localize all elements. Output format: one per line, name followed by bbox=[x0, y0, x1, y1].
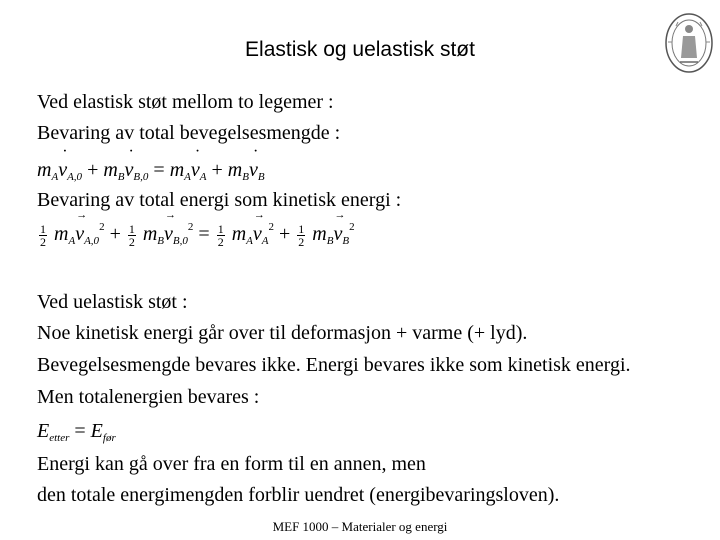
text-line-5: Noe kinetisk energi går over til deformasjon + varme (+ lyd). bbox=[37, 322, 528, 344]
momentum-equation: $m_A\cdot v_{A,0} + m_B\cdot v_{B,0} = m_A\cdot v_A + m_B\cdot v_B$ bbox=[37, 160, 265, 183]
text-line-2: Bevaring av total bevegelsesmengde : bbox=[37, 122, 341, 144]
text-line-6: Bevegelsesmengde bevares ikke. Energi bevares ikke som kinetisk energi. bbox=[37, 354, 631, 376]
text-line-9: den totale energimengden forblir uendret (energibevaringsloven). bbox=[37, 484, 560, 506]
slide-title: Elastisk og uelastisk støt bbox=[245, 38, 475, 61]
text-line-7: Men totalenergien bevares : bbox=[37, 386, 260, 408]
text-line-1: Ved elastisk støt mellom to legemer : bbox=[37, 91, 334, 113]
slide-footer: MEF 1000 – Materialer og energi bbox=[272, 519, 448, 534]
energy-equation: $\frac{1}{2}$ $m_A\to v_{A,0}^2$ + $\frac{1}{2}$ $m_B\to v_{B,0}^2$ = $\frac{1}{2}$ $m_A\to v_A^2$ + $\frac{1}{2}$ $m_B\to v_B^2$ bbox=[37, 222, 355, 248]
text-line-3: Bevaring av total energi som kinetisk energi : bbox=[37, 189, 402, 211]
text-line-8: Energi kan gå over fra en form til en annen, men bbox=[37, 453, 426, 475]
total-energy-equation: $E_{etter} = E_{før}$ bbox=[37, 420, 116, 444]
text-line-4: Ved uelastisk støt : bbox=[37, 291, 188, 313]
university-seal-icon bbox=[664, 12, 714, 74]
